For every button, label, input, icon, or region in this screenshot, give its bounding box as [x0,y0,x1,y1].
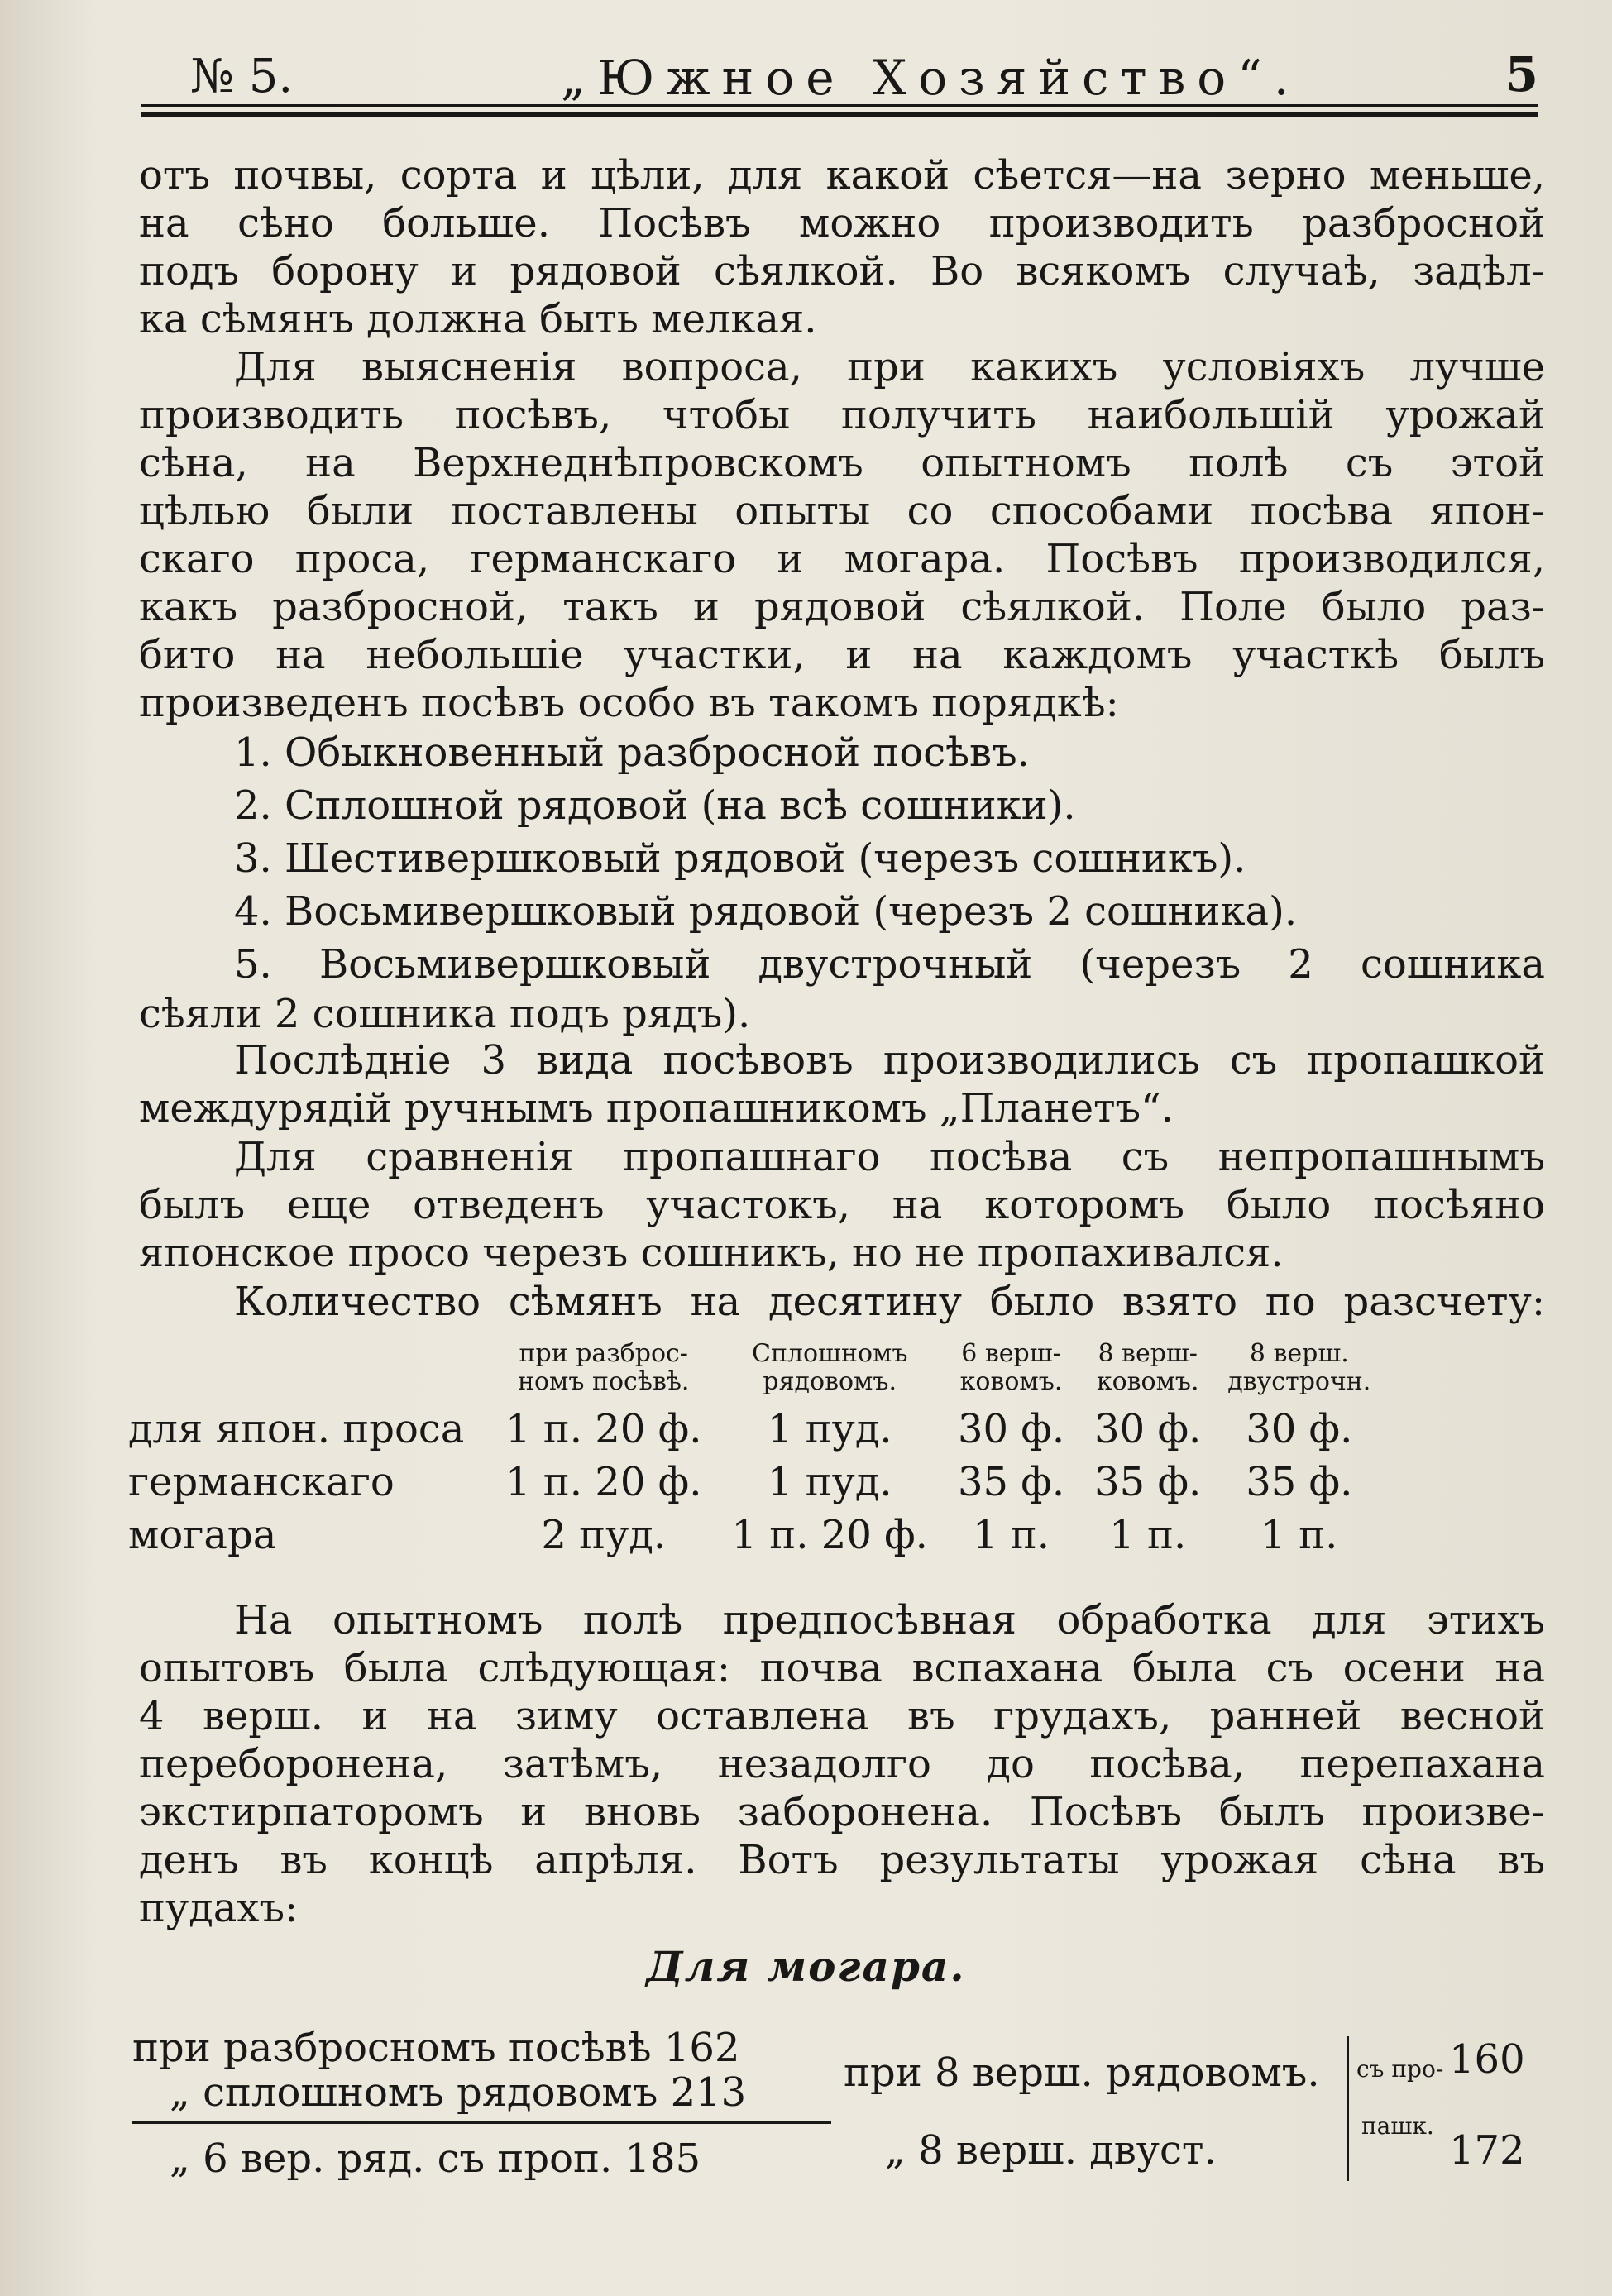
bracket-note-line: пашк. [1361,2112,1434,2140]
result-label: „ 6 вер. ряд. съ проп. [170,2136,613,2182]
value-cell: 1 п. 20 ф. [505,1406,702,1452]
bracket-note [1361,2113,1434,2140]
text-line: Количество сѣмянъ на десятину было взято по разсчету: [234,1279,1545,1325]
header-line: рядовомъ. [763,1367,897,1396]
result-value: 160 [1449,2036,1525,2083]
result-label: при 8 верш. рядовомъ. [844,2050,1320,2096]
paragraph-5 [139,1278,1545,1326]
table-header-cell [1216,1340,1382,1403]
list-item: 2. Сплошной рядовой (на всѣ сошники). [234,782,1076,829]
text-line: подъ борону и рядовой сѣялкой. Во всякомъ случаѣ, задѣл- [139,248,1545,294]
value-cell: 1 п. [1109,1512,1187,1558]
crop-cell: для япон. проса [128,1406,465,1452]
list-item: 5. Восьмивершковый двустрочный (черезъ 2 сошника [234,941,1545,988]
paragraph-3 [139,1036,1545,1132]
header-line: при разброс- [519,1339,688,1368]
value-cell: 1 п. 20 ф. [505,1459,702,1505]
value-cell: 2 пуд. [541,1512,667,1558]
result-line [885,2127,1217,2174]
text-line: пудахъ: [139,1885,299,1931]
header-line: номъ посѣвѣ. [517,1367,690,1396]
list-item: 1. Обыкновенный разбросной посѣвъ. [234,729,1030,776]
list-item: сѣяли 2 сошника подъ рядъ). [139,991,751,1037]
table-row [128,1456,1382,1509]
text-line: производить посѣвъ, чтобы получить наибольшій урожай [139,392,1545,438]
list-item: 4. Восьмивершковый рядовой (черезъ 2 сошника). [234,888,1298,935]
journal-title: „Южное Хозяйство“. [561,50,1301,106]
text-line: какъ разбросной, такъ и рядовой сѣялкой. Поле было раз- [139,584,1545,630]
header-line: 8 верш. [1249,1339,1349,1368]
table-header-cell [490,1340,716,1403]
result-label: при разбросномъ посѣвѣ [132,2025,652,2071]
result-line [844,2050,1320,2096]
result-value: 213 [670,2069,747,2116]
seed-rate-table [128,1340,1382,1562]
header-rule-thin [141,104,1538,107]
header-line: двустрочн. [1227,1367,1371,1396]
value-cell: 1 п. [1260,1512,1338,1558]
value-cell: 1 пуд. [767,1406,892,1452]
value-cell: 30 ф. [1094,1406,1202,1452]
table-row [128,1509,1382,1562]
result-label: „ 8 верш. двуст. [885,2127,1217,2174]
text-line: экстирпаторомъ и вновь заборонена. Посѣвъ былъ произве- [139,1789,1545,1835]
text-line: цѣлью были поставлены опыты со способами посѣва япон- [139,488,1545,534]
text-line: бито на небольшіе участки, и на каждомъ участкѣ былъ [139,632,1545,678]
value-cell: 30 ф. [957,1406,1065,1452]
value-cell: 35 ф. [1094,1459,1202,1505]
crop-cell: могара [128,1512,277,1558]
text-line: ка сѣмянъ должна быть мелкая. [139,296,817,342]
value-cell: 35 ф. [1246,1459,1353,1505]
paragraph-2 [139,343,1545,727]
header-line: ковомъ. [1096,1367,1199,1396]
paragraph-1 [139,151,1545,343]
text-line: сѣна, на Верхнеднѣпровскомъ опытномъ полѣ съ этой [139,440,1545,486]
paragraph-4 [139,1133,1545,1277]
results-bracket [1347,2036,1349,2181]
paragraph-6 [139,1596,1545,1932]
value-cell: 1 пуд. [767,1459,892,1505]
text-line: На опытномъ полѣ предпосѣвная обработка для этихъ [234,1597,1545,1643]
bracket-note-line: съ про- [1356,2055,1444,2083]
result-value: 185 [624,2136,701,2182]
bracket-note [1356,2056,1443,2083]
text-line: японское просо черезъ сошникъ, но не пропахивался. [139,1230,1284,1276]
text-line: отъ почвы, сорта и цѣли, для какой сѣется—на зерно меньше, [139,152,1545,199]
crop-cell: германскаго [128,1459,395,1505]
text-line: Для сравненія пропашнаго посѣва съ непропашнымъ [234,1134,1545,1180]
header-line: ковомъ. [959,1367,1063,1396]
table-header-cell [943,1340,1079,1403]
text-line: былъ еще отведенъ участокъ, на которомъ было посѣяно [139,1182,1545,1228]
text-line: денъ въ концѣ апрѣля. Вотъ результаты урожая сѣна въ [139,1837,1545,1883]
text-line: переборонена, затѣмъ, незадолго до посѣва, перепахана [139,1741,1545,1787]
result-line [170,2069,746,2116]
results-title: Для могара. [646,1942,966,1991]
header-line: Сплошномъ [751,1339,908,1368]
header-line: 6 верш- [961,1339,1061,1368]
result-line [170,2136,701,2182]
page-header [141,31,1538,111]
text-line: 4 верш. и на зиму оставлена въ грудахъ, ранней весной [139,1693,1545,1739]
table-header-row [128,1340,1382,1403]
text-line: междурядій ручнымъ пропашникомъ „Планетъ“. [139,1085,1174,1131]
text-line: опытовъ была слѣдующая: почва вспахана была съ осени на [139,1645,1545,1691]
header-rule-thick [141,112,1538,117]
result-line [132,2025,740,2071]
table-row [128,1403,1382,1456]
header-line: 8 верш- [1098,1339,1198,1368]
result-value: 172 [1449,2127,1525,2174]
value-cell: 1 п. 20 ф. [731,1512,928,1558]
issue-number: № 5. [190,50,294,103]
page-number: 5 [1504,46,1538,103]
list-item: 3. Шестивершковый рядовой (черезъ сошникъ). [234,835,1246,882]
sowing-methods-list [139,726,1545,1037]
result-value: 162 [663,2025,740,2071]
table-header-cell-crop [128,1340,490,1403]
text-line: Для выясненія вопроса, при какихъ условіяхъ лучше [234,344,1545,390]
table-header-cell [1079,1340,1216,1403]
value-cell: 35 ф. [957,1459,1065,1505]
text-line: произведенъ посѣвъ особо въ такомъ порядкѣ: [139,680,1119,726]
table-header-cell [716,1340,942,1403]
value-cell: 1 п. [973,1512,1050,1558]
text-line: скаго проса, германскаго и могара. Посѣвъ производился, [139,536,1545,582]
text-line: на сѣно больше. Посѣвъ можно производить разбросной [139,200,1545,246]
result-label: „ сплошномъ рядовомъ [170,2069,658,2116]
text-line: Послѣдніе 3 вида посѣвовъ производились съ пропашкой [234,1037,1545,1083]
results-divider [132,2121,831,2124]
value-cell: 30 ф. [1246,1406,1353,1452]
